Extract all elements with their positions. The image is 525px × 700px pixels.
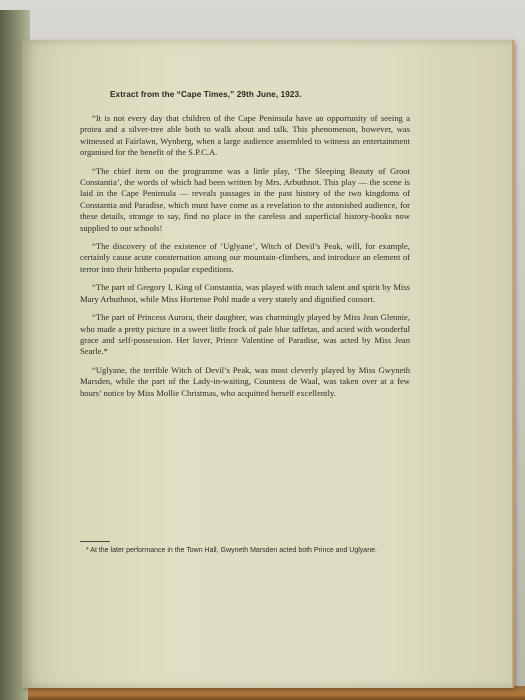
- paragraph: “The part of Gregory I, King of Constantia, was played with much talent and spirit by Miss Mary Arbuthnot, while Miss Hortense Pohl made a very stately and dignified consort.: [80, 282, 410, 304]
- heading-prefix: Extract from the: [110, 90, 175, 99]
- page-heading: [110, 90, 400, 99]
- book-cover-bottom: [28, 686, 525, 700]
- footnote-divider: [80, 541, 110, 542]
- paragraph: “The chief item on the programme was a little play, ‘The Sleeping Beauty of Groot Constantia’, the words of which had been written by Mrs. Arbuthnot. This play — the scene is laid in the Cape Peninsula — reveals passages in the past history of the two kingdoms of Constantia and Paradise, which must have come as a revelation to the astonished audience, for these details, strange to say, find no place in the careless and superficial history-books now supplied to our schools!: [80, 165, 410, 233]
- heading-date: 29th June, 1923.: [236, 90, 302, 99]
- footnote-text: * At the later performance in the Town Hall, Gwyneth Marsden acted both Prince and Uglyane.: [86, 547, 377, 554]
- heading-source: “Cape Times,”: [176, 90, 235, 99]
- paragraph: “Uglyane, the terrible Witch of Devil’s Peak, was most cleverly played by Miss Gwyneth Marsden, while the part of the Lady-in-waiting, Countess de Waal, was taken over at a few hours’ notice by Miss Mollie Christmas, who acquitted herself excellently.: [80, 364, 410, 398]
- footnote: [80, 546, 410, 556]
- paragraph: “The discovery of the existence of ‘Uglyane’, Witch of Devil’s Peak, will, for example, certainly cause acute consternation among our mountain-climbers, and introduce an element of terror into their hitherto popular expeditions.: [80, 241, 410, 274]
- paragraph: “The part of Princess Aurora, their daughter, was charmingly played by Miss Jean Glennie, who made a pretty picture in a sweet little frock of pale blue taffetas, and acted with wonderful grace and self-possession. Her lover, Prince Valentine of Paradise, was acted by Miss Jean Searle.*: [80, 312, 410, 357]
- article-body: [80, 113, 410, 406]
- paragraph: “It is not every day that children of the Cape Peninsula have an opportunity of seeing a protea and a silver-tree able both to walk about and talk. This phenomenon, however, was witnessed at Fairlawn, Wynberg, when a large audience assembled to witness an entertainment organised for the benefit of the S.P.C.A.: [80, 113, 410, 158]
